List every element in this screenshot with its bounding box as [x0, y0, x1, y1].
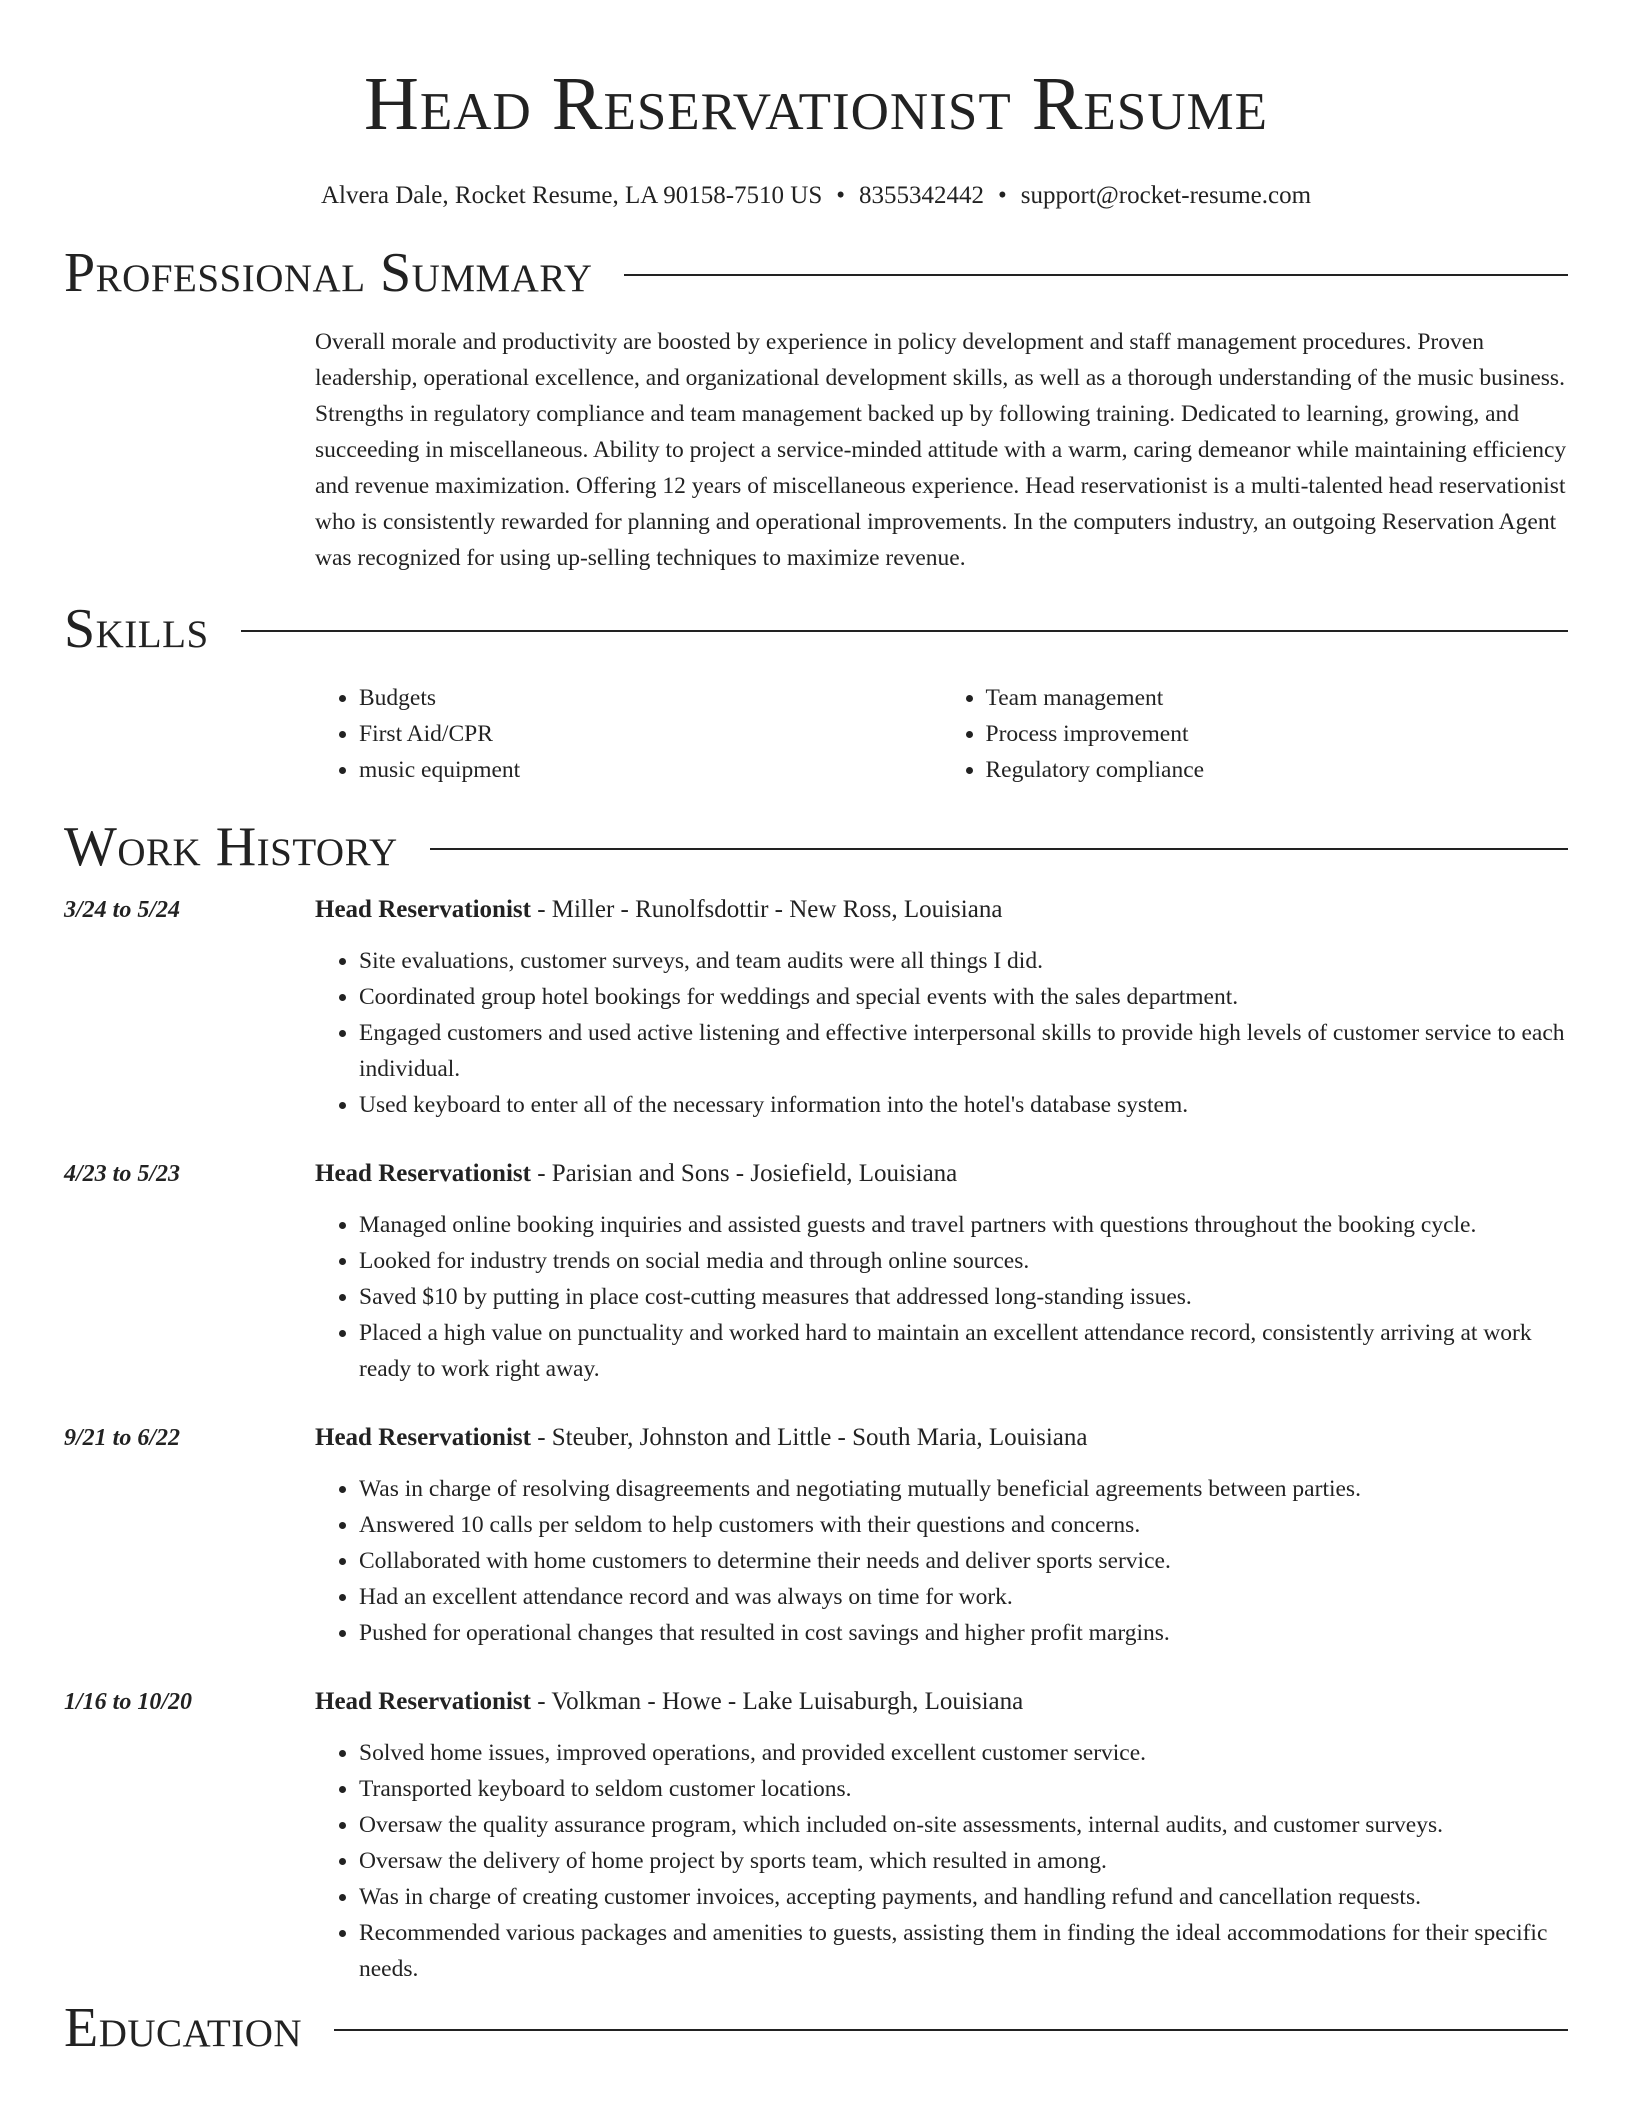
contact-phone: 8355342442 — [859, 182, 984, 209]
job-bullet: • Pushed for operational changes that resulted in cost savings and higher profit margins. — [359, 1615, 1568, 1651]
skill-item: • Regulatory compliance — [986, 752, 1569, 788]
job-title: Head Reservationist — [315, 1160, 531, 1187]
job-bullet: • Was in charge of creating customer invoices, accepting payments, and handling refund and cancellation requests. — [359, 1879, 1568, 1915]
education-section-header — [64, 1997, 1568, 2059]
job-bullet: • Engaged customers and used active listening and effective interpersonal skills to provide high levels of customer service to each individual. — [359, 1015, 1568, 1087]
education-heading: Education — [64, 1997, 303, 2059]
contact-email: support@rocket-resume.com — [1020, 182, 1312, 209]
job-bullet: • Saved $10 by putting in place cost-cutting measures that addressed long-standing issues. — [359, 1279, 1568, 1315]
skills-list — [315, 680, 1568, 788]
job-detail — [315, 1684, 1568, 1987]
job-bullet: • Answered 10 calls per seldom to help customers with their questions and concerns. — [359, 1507, 1568, 1543]
skill-item: • Team management — [986, 680, 1569, 716]
job-title: Head Reservationist — [315, 1688, 531, 1715]
section-divider — [334, 2029, 1568, 2031]
section-divider — [624, 274, 1568, 276]
job-dates: 4/23 to 5/23 — [64, 1161, 181, 1187]
job-company: - Parisian and Sons - Josiefield, Louisiana — [530, 1160, 958, 1187]
job-dates: 9/21 to 6/22 — [64, 1425, 181, 1451]
skill-item: • First Aid/CPR — [359, 716, 942, 752]
skills-heading: Skills — [64, 598, 209, 660]
job-entry — [64, 1156, 1568, 1387]
job-bullet: • Oversaw the quality assurance program, which included on-site assessments, internal audits, and customer surveys. — [359, 1807, 1568, 1843]
job-entry — [64, 1420, 1568, 1651]
page-title: Head Reservationist Resume — [363, 62, 1269, 146]
job-bullet: • Managed online booking inquiries and assisted guests and travel partners with questions throughout the booking cycle. — [359, 1207, 1568, 1243]
job-bullets — [315, 1471, 1568, 1651]
job-bullet: • Recommended various packages and amenities to guests, assisting them in finding the ideal accommodations for their specific needs. — [359, 1915, 1568, 1987]
job-company: - Miller - Runolfsdottir - New Ross, Louisiana — [530, 896, 1003, 923]
skill-item: • Budgets — [359, 680, 942, 716]
summary-text: Overall morale and productivity are boosted by experience in policy development and staff management procedures. Proven leadership, operational excellence, and organizational development skills, as well as a thorough understanding of the music business. Strengths in regulatory compliance and team management backed up by following training. Dedicated to learning, growing, and succeeding in miscellaneous. Ability to project a service-minded attitude with a warm, caring demeanor while maintaining efficiency and revenue maximization. Offering 12 years of miscellaneous experience. Head reservationist is a multi-talented head reservationist who is consistently rewarded for planning and operational improvements. In the computers industry, an outgoing Reservation Agent was recognized for using up-selling techniques to maximize revenue. — [315, 329, 1567, 571]
job-entry — [64, 892, 1568, 1123]
work-section-header — [64, 816, 1568, 878]
job-bullet: • Looked for industry trends on social media and through online sources. — [359, 1243, 1568, 1279]
contact-separator: • — [836, 182, 845, 209]
skill-item: • Process improvement — [986, 716, 1569, 752]
summary-section-header — [64, 242, 1568, 304]
job-bullet: • Was in charge of resolving disagreements and negotiating mutually beneficial agreements between parties. — [359, 1471, 1568, 1507]
job-detail — [315, 1156, 1568, 1387]
job-role — [315, 1420, 1568, 1456]
job-bullet: • Site evaluations, customer surveys, and team audits were all things I did. — [359, 943, 1568, 979]
skills-column-right — [942, 680, 1569, 788]
contact-line — [64, 180, 1568, 212]
job-title: Head Reservationist — [315, 1424, 531, 1451]
contact-separator: • — [998, 182, 1007, 209]
skills-column-left — [315, 680, 942, 788]
summary-heading: Professional Summary — [64, 242, 593, 304]
job-company: - Volkman - Howe - Lake Luisaburgh, Louisiana — [530, 1688, 1024, 1715]
job-bullets — [315, 1207, 1568, 1387]
skill-item: • music equipment — [359, 752, 942, 788]
summary-body — [315, 324, 1568, 576]
job-bullet: • Solved home issues, improved operations, and provided excellent customer service. — [359, 1735, 1568, 1771]
job-role — [315, 892, 1568, 928]
job-company: - Steuber, Johnston and Little - South Maria, Louisiana — [530, 1424, 1088, 1451]
job-bullets — [315, 1735, 1568, 1987]
work-heading: Work History — [64, 816, 398, 878]
job-role — [315, 1156, 1568, 1192]
skills-section-header — [64, 598, 1568, 660]
job-bullet: • Coordinated group hotel bookings for weddings and special events with the sales department. — [359, 979, 1568, 1015]
job-bullet: • Transported keyboard to seldom customer locations. — [359, 1771, 1568, 1807]
job-entry — [64, 1684, 1568, 1987]
job-bullet: • Used keyboard to enter all of the necessary information into the hotel's database system. — [359, 1087, 1568, 1123]
section-divider — [430, 848, 1568, 850]
job-title: Head Reservationist — [315, 896, 531, 923]
job-detail — [315, 892, 1568, 1123]
job-bullet: • Oversaw the delivery of home project by sports team, which resulted in among. — [359, 1843, 1568, 1879]
job-bullet: • Collaborated with home customers to determine their needs and deliver sports service. — [359, 1543, 1568, 1579]
job-role — [315, 1684, 1568, 1720]
job-dates: 1/16 to 10/20 — [64, 1689, 193, 1715]
contact-address: Alvera Dale, Rocket Resume, LA 90158-7510 US — [320, 182, 823, 209]
job-dates: 3/24 to 5/24 — [64, 897, 181, 923]
resume-page — [64, 0, 1568, 2059]
job-detail — [315, 1420, 1568, 1651]
section-divider — [241, 630, 1568, 632]
job-bullet: • Had an excellent attendance record and was always on time for work. — [359, 1579, 1568, 1615]
job-bullet: • Placed a high value on punctuality and worked hard to maintain an excellent attendance record, consistently arriving at work ready to work right away. — [359, 1315, 1568, 1387]
job-bullets — [315, 943, 1568, 1123]
